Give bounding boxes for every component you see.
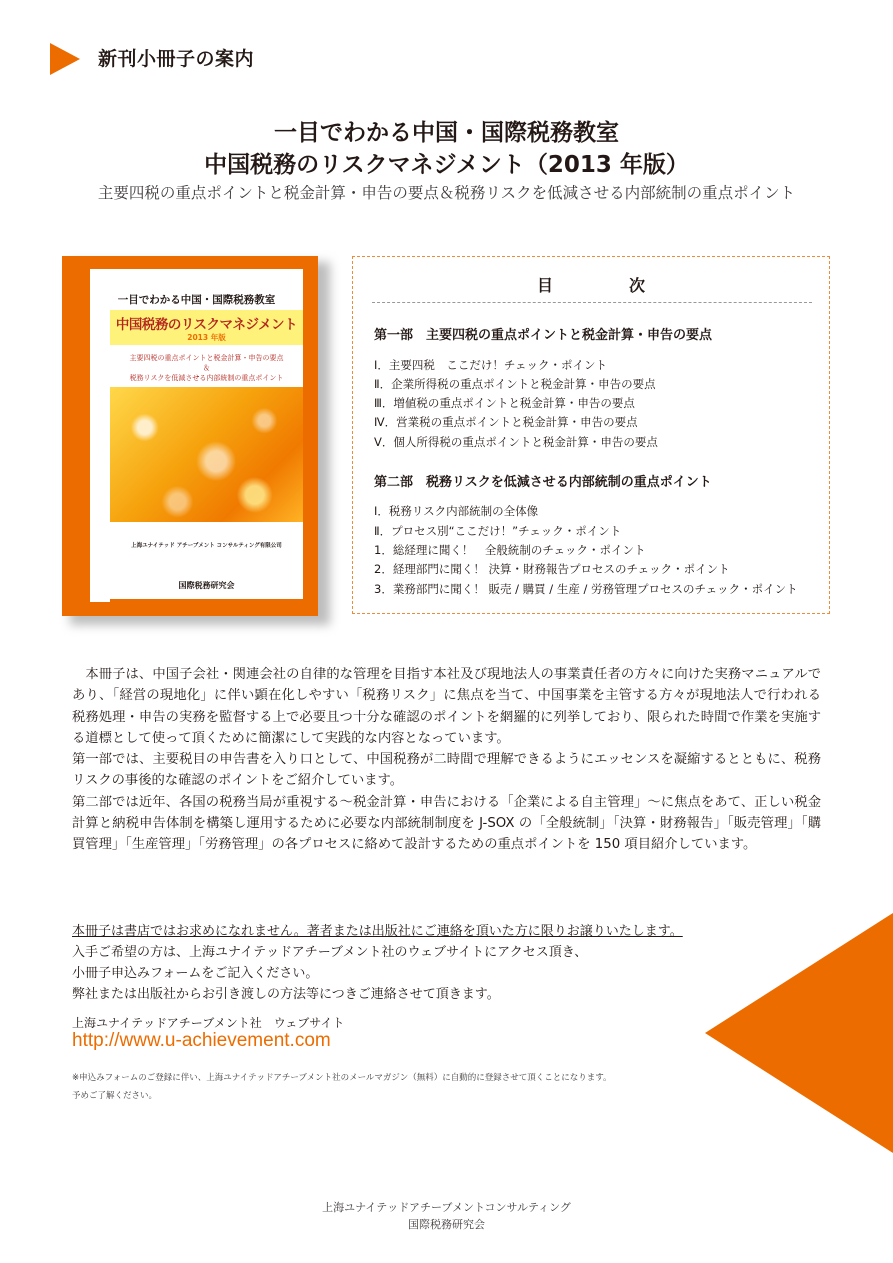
toc-item: Ⅲ．増値税の重点ポイントと税金計算・申告の要点 bbox=[374, 396, 635, 410]
book-footer: 国際税務研究会 bbox=[178, 581, 235, 590]
book-subtitle-amp: ＆ bbox=[203, 364, 210, 372]
main-title-line2: 中国税務のリスクマネジメント（2013 年版） bbox=[204, 152, 689, 178]
toc-item: Ⅱ．プロセス別“ここだけ！”チェック・ポイント bbox=[374, 524, 622, 538]
toc-heading: 目 次 bbox=[536, 276, 675, 295]
book-subtitle-2: 税務リスクを低減させる内部統制の重点ポイント bbox=[129, 374, 284, 382]
subtitle: 主要四税の重点ポイントと税金計算・申告の要点＆税務リスクを低減させる内部統制の重点ポイント bbox=[97, 184, 796, 202]
toc-item: 3．業務部門に聞く！ 販売 / 購買 / 生産 / 労務管理プロセスのチェック・ポイント bbox=[374, 582, 798, 596]
footnote-2: 予めご了解ください。 bbox=[72, 1091, 158, 1101]
book-cover bbox=[62, 256, 318, 616]
main-title-line1: 一目でわかる中国・国際税務教室 bbox=[274, 120, 619, 146]
book-series: 一目でわかる中国・国際税務教室 bbox=[117, 294, 276, 306]
book-title: 中国税務のリスクマネジメント bbox=[115, 317, 298, 333]
toc-part1-title: 第一部 主要四税の重点ポイントと税金計算・申告の要点 bbox=[374, 328, 713, 343]
website-label: 上海ユナイテッドアチーブメント社 ウェブサイト bbox=[72, 1016, 345, 1030]
book-cover-art bbox=[110, 387, 303, 522]
section-heading: 新刊小冊子の案内 bbox=[98, 48, 255, 70]
toc-item: 1．総経理に聞く！ 全般統制のチェック・ポイント bbox=[374, 543, 646, 557]
footer-organization: 国際税務研究会 bbox=[408, 1218, 485, 1231]
book-cover-inner bbox=[90, 269, 303, 602]
toc-item: 2．経理部門に聞く！ 決算・財務報告プロセスのチェック・ポイント bbox=[374, 562, 730, 576]
order-instruction-2: 小冊子申込みフォームをご記入ください。 bbox=[72, 966, 319, 981]
description-paragraph-3: 第二部では近年、各国の税務当局が重視する～税金計算・申告における「企業による自主管理」～に焦点をあて、正しい税金計算と納税申告体制を構築し運用するために必要な内部統制制度を J-SOX の「全般統制」「決算・財務報告」「販売管理」「購買管理」「生産管理」「労務管理」の各プロセスに絡めて設計するための重点ポイントを 150 項目紹介しています。 bbox=[72, 794, 821, 853]
table-of-contents bbox=[352, 256, 830, 614]
toc-item: Ⅴ．個人所得税の重点ポイントと税金計算・申告の要点 bbox=[374, 435, 658, 449]
toc-part2-title: 第二部 税務リスクを低減させる内部統制の重点ポイント bbox=[374, 475, 712, 490]
toc-item: Ⅰ．税務リスク内部統制の全体像 bbox=[374, 504, 539, 518]
toc-item: Ⅱ．企業所得税の重点ポイントと税金計算・申告の要点 bbox=[374, 377, 656, 391]
book-subtitle-1: 主要四税の重点ポイントと税金計算・申告の要点 bbox=[129, 354, 284, 362]
website-link[interactable]: http://www.u-achievement.com bbox=[72, 1030, 331, 1051]
arrow-bullet-icon bbox=[50, 43, 80, 75]
description-paragraph-1: 本冊子は、中国子会社・関連会社の自律的な管理を目指す本社及び現地法人の事業責任者の方々に向けた実務マニュアルであり、「経営の現地化」に伴い顕在化しやすい「税務リスク」に焦点を当て、中国事業を主管する方々が現地法人で行われる税務処理・申告の実務を監督する上で必要且つ十分な確認のポイントを網羅的に列挙しており、限られた時間で作業を実施する道標として使って頂くために簡潔にして実践的な内容となっています。 bbox=[72, 667, 821, 746]
footer-company: 上海ユナイテッドアチーブメントコンサルティング bbox=[322, 1201, 571, 1214]
decorative-triangle bbox=[705, 913, 893, 1153]
toc-divider bbox=[372, 302, 812, 303]
toc-item: Ⅳ．営業税の重点ポイントと税金計算・申告の要点 bbox=[374, 415, 638, 429]
description-paragraph-2: 第一部では、主要税目の申告書を入り口として、中国税務が二時間で理解できるようにエッセンスを凝縮するとともに、税務リスクの事後的な確認のポイントをご紹介しています。 bbox=[72, 752, 821, 789]
description bbox=[72, 664, 821, 856]
book-publisher: 上海ユナイテッド アチーブメント コンサルティング有限公司 bbox=[131, 543, 282, 549]
book-subtitle bbox=[110, 353, 303, 383]
availability-notice: 本冊子は書店ではお求めになれません。著者または出版社にご連絡を頂いた方に限りお譲りいたします。 bbox=[72, 924, 683, 939]
book-year: 2013 年版 bbox=[187, 333, 226, 342]
footnote-1: ※申込みフォームのご登録に伴い、上海ユナイテッドアチーブメント社のメールマガジン（無料）に自動的に登録させて頂くことになります。 bbox=[72, 1073, 612, 1083]
order-instruction-1: 入手ご希望の方は、上海ユナイテッドアチーブメント社のウェブサイトにアクセス頂き、 bbox=[72, 945, 588, 960]
toc-item: Ⅰ．主要四税 ここだけ！チェック・ポイント bbox=[374, 358, 608, 372]
book-bottom-line bbox=[110, 599, 303, 602]
order-instruction-3: 弊社または出版社からお引き渡しの方法等につきご連絡させて頂きます。 bbox=[72, 987, 500, 1002]
